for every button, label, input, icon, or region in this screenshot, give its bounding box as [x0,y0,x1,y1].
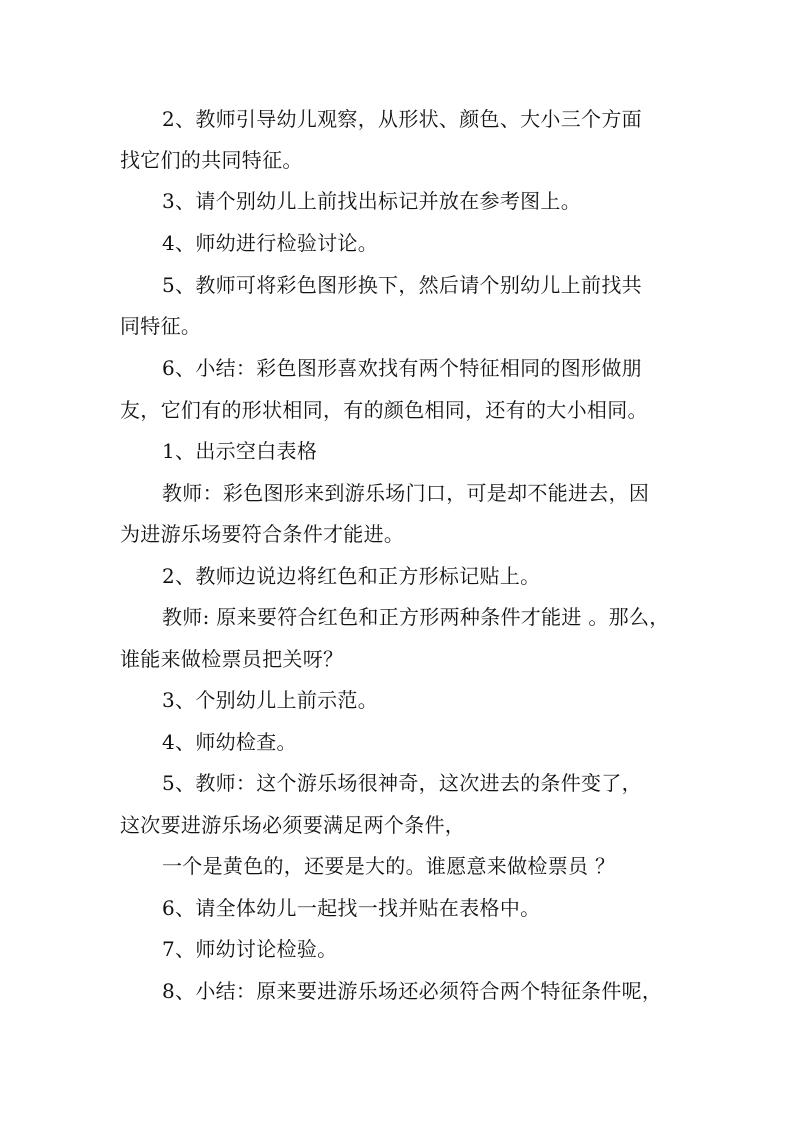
paragraph-line: 8、小结：原来要进游乐场还必须符合两个特征条件呢， [162,979,663,1003]
paragraph-line: 4、师幼进行检验讨论。 [162,231,379,255]
paragraph-line: 2、教师边说边将红色和正方形标记贴上。 [162,564,541,588]
paragraph-line: 5、教师：这个游乐场很神奇，这次进去的条件变了， [162,771,642,795]
paragraph-line: 同特征。 [120,314,202,338]
paragraph-line: 教师：彩色图形来到游乐场门口，可是却不能进去，因 [162,481,650,505]
paragraph-line: 一个是黄色的，还要是大的。谁愿意来做检票员 ？ [162,854,616,878]
paragraph-line: 6、小结：彩色图形喜欢找有两个特征相同的图形做朋 [162,356,642,380]
paragraph-line: 谁能来做检票员把关呀？ [120,647,344,671]
paragraph-line: 6、请全体幼儿一起找一找并贴在表格中。 [162,896,541,920]
paragraph-line: 4、师幼检查。 [162,730,297,754]
paragraph-line: 3、个别幼儿上前示范。 [162,688,379,712]
paragraph-line: 1、出示空白表格 [162,439,318,463]
paragraph-line: 7、师幼讨论检验。 [162,937,338,961]
paragraph-line: 这次要进游乐场必须要满足两个条件， [120,813,466,837]
paragraph-line: 3、请个别幼儿上前找出标记并放在参考图上。 [162,189,582,213]
paragraph-line: 2、教师引导幼儿观察，从形状、颜色、大小三个方面 [162,107,642,131]
paragraph-line: 找它们的共同特征。 [120,148,303,172]
paragraph-line: 5、教师可将彩色图形换下，然后请个别幼儿上前找共 [162,273,642,297]
paragraph-line: 为进游乐场要符合条件才能进。 [120,522,405,546]
paragraph-line: 友，它们有的形状相同，有的颜色相同，还有的大小相同。 [120,398,648,422]
paragraph-line: 教师: 原来要符合红色和正方形两种条件才能进 。那么， [162,605,670,629]
